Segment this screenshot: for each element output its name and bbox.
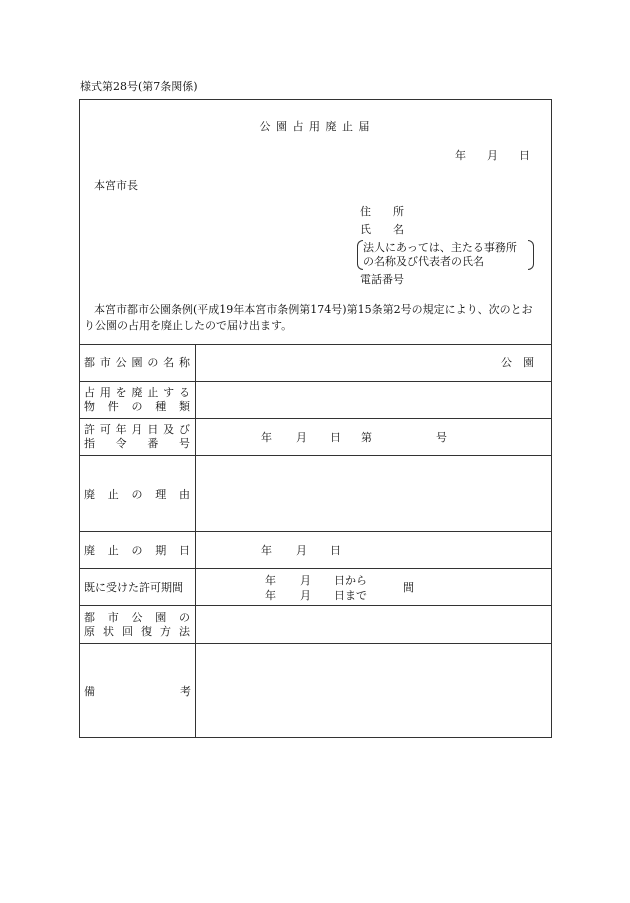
row-line	[79, 455, 552, 456]
bracket-right	[528, 240, 534, 270]
end-date-day: 日	[330, 544, 341, 557]
statement-line2: り公園の占用を廃止したので届け出ます。	[84, 319, 293, 332]
object-type-label-line2: 物件の種類	[84, 400, 190, 413]
row-line	[79, 643, 552, 644]
date-month: 月	[487, 149, 498, 162]
period-from-year: 年	[265, 574, 276, 587]
addressee: 本宮市長	[94, 179, 138, 192]
period-to-year: 年	[265, 589, 276, 602]
permit-go: 号	[436, 431, 447, 444]
date-day: 日	[519, 149, 530, 162]
permit-year: 年	[261, 431, 272, 444]
end-date-label: 廃止の期日	[84, 544, 190, 557]
period-from-month: 月	[300, 574, 311, 587]
restoration-label-line1: 都市公園の	[84, 611, 190, 624]
table-column-divider	[195, 344, 196, 738]
corp-note-line2: の名称及び代表者の氏名	[363, 255, 484, 268]
restoration-label-line2: 原状回復方法	[84, 625, 190, 638]
permit-month: 月	[296, 431, 307, 444]
row-line	[79, 381, 552, 382]
period-to-month: 月	[300, 589, 311, 602]
remarks-label-b: 考	[180, 685, 191, 698]
table-top-line	[79, 344, 552, 345]
address-label: 住 所	[360, 205, 404, 218]
row-line	[79, 531, 552, 532]
corp-note-line1: 法人にあっては、主たる事務所	[363, 241, 517, 254]
phone-label: 電話番号	[360, 273, 404, 286]
date-year: 年	[455, 149, 466, 162]
statement-line1: 本宮市都市公園条例(平成19年本宮市条例第174号)第15条第2号の規定により、次のとお	[94, 303, 533, 316]
period-label: 既に受けた許可期間	[84, 581, 183, 594]
name-label: 氏 名	[360, 223, 404, 236]
reason-label: 廃止の理由	[84, 488, 190, 501]
row-line	[79, 418, 552, 419]
end-date-month: 月	[296, 544, 307, 557]
period-from-day: 日から	[334, 574, 367, 587]
object-type-label-line1: 占用を廃止する	[84, 386, 190, 399]
park-name-suffix: 公 園	[501, 356, 534, 369]
remarks-label-a: 備	[84, 685, 95, 698]
period-duration: 間	[403, 581, 414, 594]
permit-label-line1: 許可年月日及び	[84, 423, 190, 436]
row-line	[79, 605, 552, 606]
row-line	[79, 568, 552, 569]
period-to-day: 日まで	[334, 589, 367, 602]
park-name-label: 都市公園の名称	[84, 356, 190, 369]
form-number: 様式第28号(第7条関係)	[80, 80, 198, 93]
end-date-year: 年	[261, 544, 272, 557]
form-title: 公 園 占 用 廃 止 届	[259, 120, 371, 133]
permit-label-line2: 指令番号	[84, 437, 190, 450]
permit-dai: 第	[361, 431, 372, 444]
permit-day: 日	[330, 431, 341, 444]
